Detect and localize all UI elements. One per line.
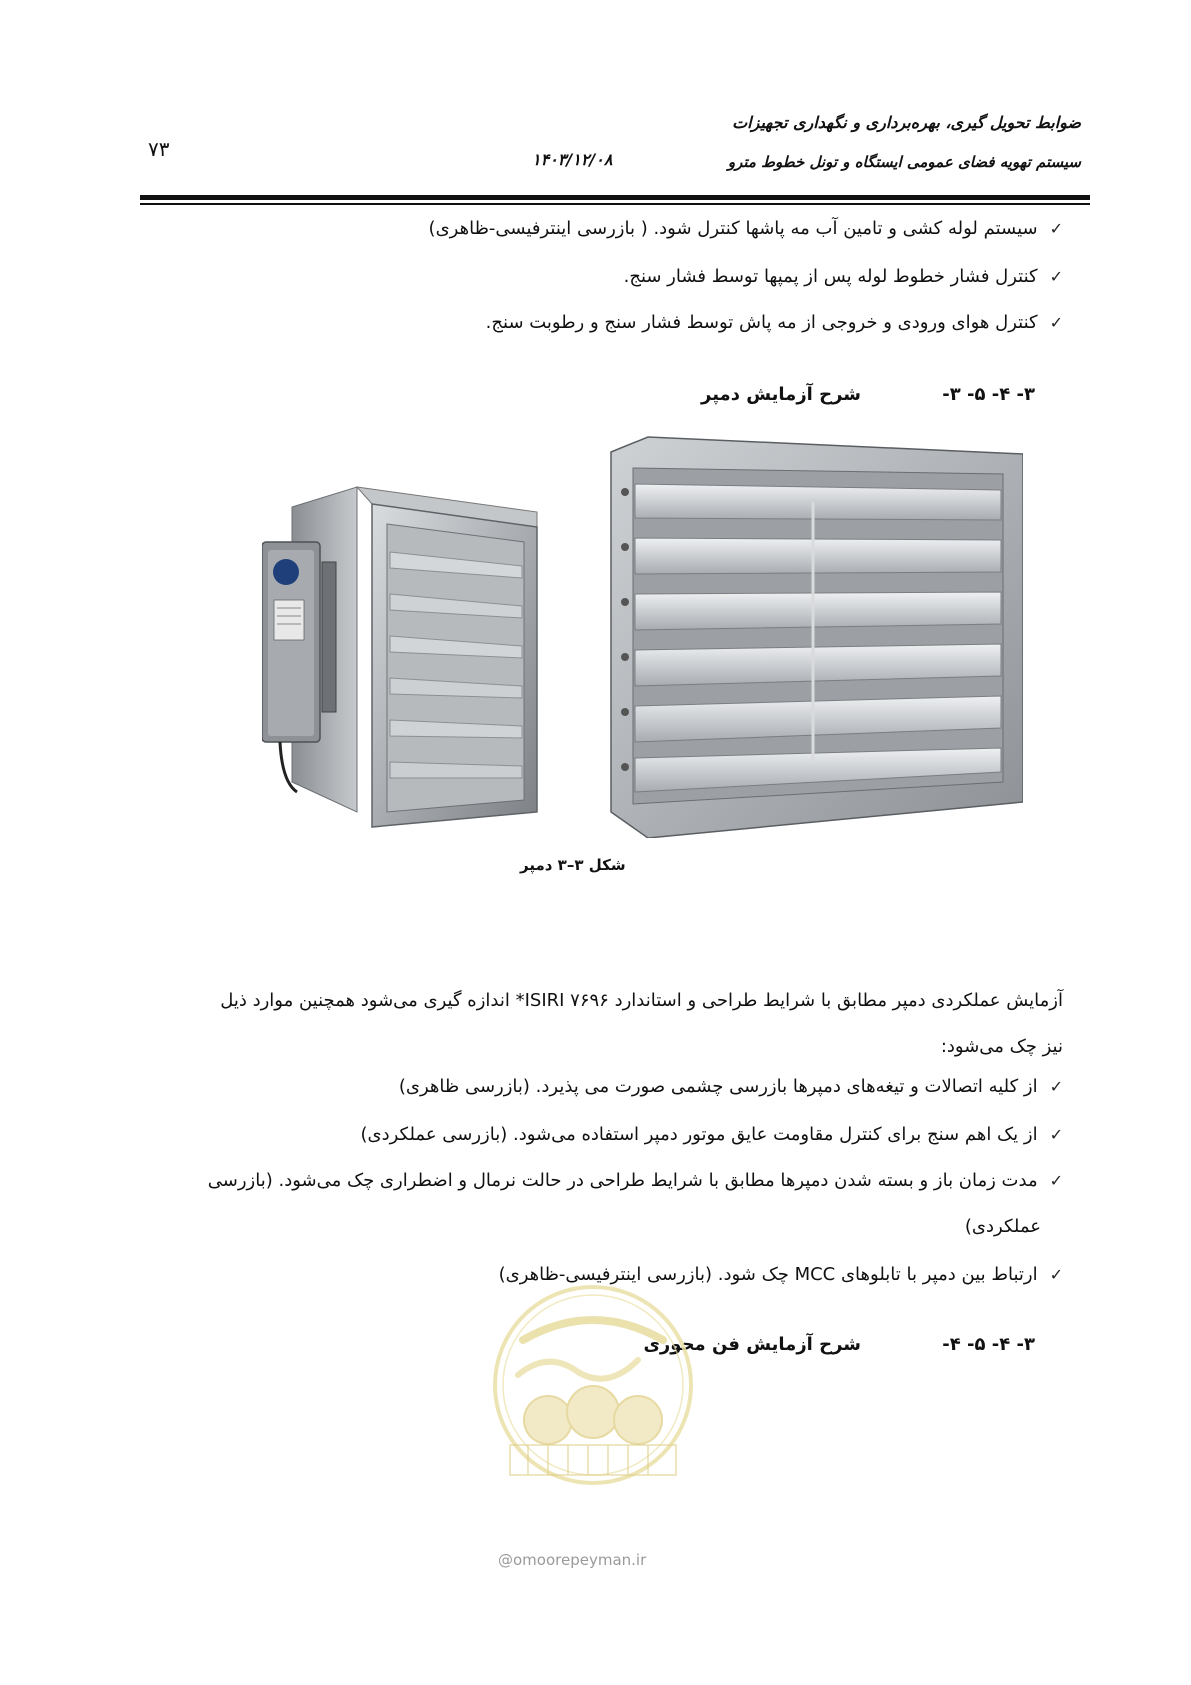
- checkmark-icon: ✓: [1049, 1077, 1063, 1096]
- checkmark-icon: ✓: [1049, 267, 1063, 286]
- section-number: ۳- ۴- ۵- ۴-: [942, 1334, 1035, 1355]
- section-number: ۳- ۴- ۵- ۳-: [942, 384, 1035, 405]
- bullet-item: [624, 266, 1063, 287]
- paragraph-line: آزمایش عملکردی دمپر مطابق با شرایط طراحی و استاندارد ISIRI ۷۶۹۶* اندازه گیری می‌شود همچنین موارد ذیل: [220, 990, 1063, 1011]
- bullet-text: مدت زمان باز و بسته شدن دمپرها مطابق با شرایط طراحی در حالت نرمال و اضطراری چک می‌شود. (بازرسی: [207, 1170, 1038, 1191]
- header-rule-thick: [140, 195, 1090, 200]
- bullet-item: [486, 312, 1063, 333]
- checkmark-icon: ✓: [1049, 313, 1063, 332]
- bullet-text: از کلیه اتصالات و تیغه‌های دمپرها بازرسی چشمی صورت می پذیرد. (بازرسی ظاهری): [398, 1076, 1038, 1097]
- bullet-text: کنترل فشار خطوط لوله پس از پمپها توسط فشار سنج.: [623, 266, 1038, 287]
- bullet-item: [429, 218, 1063, 239]
- checkmark-icon: ✓: [1049, 1265, 1063, 1284]
- header-date: ۱۴۰۳/۱۲/۰۸: [532, 150, 613, 169]
- louver-damper-image: [603, 432, 1023, 838]
- bullet-text: کنترل هوای ورودی و خروجی از مه پاش توسط فشار سنج و رطوبت سنج.: [485, 312, 1038, 333]
- section-title: شرح آزمایش فن محوری: [643, 1334, 861, 1355]
- watermark-logo: [488, 1280, 698, 1540]
- bullet-item: [399, 1076, 1063, 1097]
- section-title: شرح آزمایش دمپر: [701, 384, 861, 405]
- page-number: ۷۳: [148, 137, 170, 161]
- bullet-text: ارتباط بین دمپر با تابلوهای MCC چک شود. (بازرسی اینترفیسی-ظاهری): [498, 1264, 1038, 1285]
- damper-with-actuator-image: [262, 482, 562, 832]
- at-icon: @: [498, 1551, 513, 1569]
- figure-caption: شکل ۳–۳ دمپر: [520, 856, 626, 874]
- checkmark-icon: ✓: [1049, 219, 1063, 238]
- watermark-site: @omoorepeyman.ir: [498, 1551, 647, 1569]
- header-title-line2: سیستم تهویه فضای عمومی ایستگاه و تونل خطوط مترو: [727, 153, 1081, 171]
- bullet-text: عملکردی): [964, 1216, 1041, 1237]
- paragraph-line: نیز چک می‌شود:: [940, 1036, 1063, 1057]
- header-rule-thin: [140, 203, 1090, 205]
- checkmark-icon: ✓: [1049, 1125, 1063, 1144]
- bullet-item: [360, 1124, 1063, 1145]
- checkmark-icon: ✓: [1049, 1171, 1063, 1190]
- bullet-text: سیستم لوله کشی و تامین آب مه پاشها کنترل شود. ( بازرسی اینترفیسی-ظاهری): [428, 218, 1038, 239]
- bullet-text: از یک اهم سنج برای کنترل مقاومت عایق موتور دمپر استفاده می‌شود. (بازرسی عملکردی): [360, 1124, 1038, 1145]
- body-paragraph: [123, 978, 1063, 1070]
- header-title-line1: ضوابط تحویل گیری، بهره‌برداری و نگهداری تجهیزات: [732, 113, 1081, 132]
- bullet-item: [208, 1170, 1063, 1191]
- bullet-continuation: [965, 1216, 1041, 1237]
